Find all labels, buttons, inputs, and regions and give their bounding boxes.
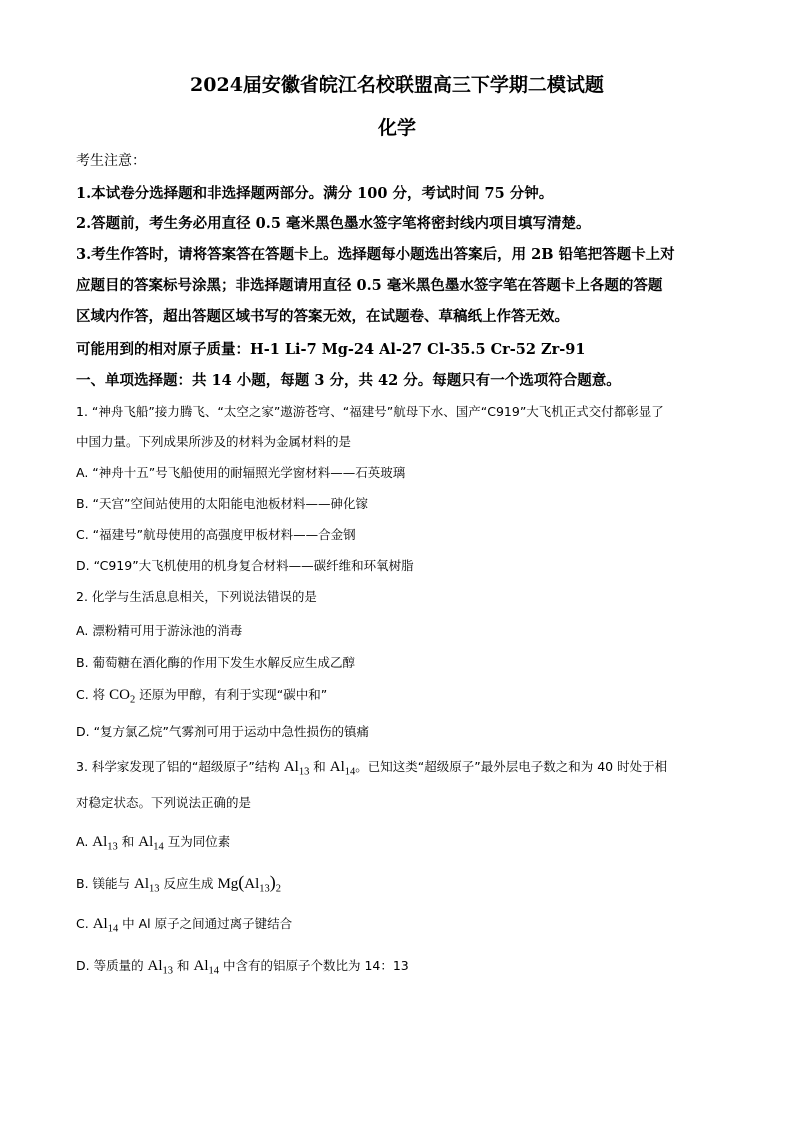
q1-option-a: A. “神舟十五”号飞船使用的耐辐照光学窗材料——石英玻璃 xyxy=(76,465,406,480)
notice-item-1: 1.本试卷分选择题和非选择题两部分。满分 100 分，考试时间 75 分钟。 xyxy=(76,185,554,202)
q3-option-c: C. $Al_{14}$ 中 Al 原子之间通过离子键结合 xyxy=(76,916,293,935)
q2-option-d: D. “复方氯乙烷”气雾剂可用于运动中急性损伤的镇痛 xyxy=(76,724,370,739)
q2-option-b: B. 葡萄糖在酒化酶的作用下发生水解反应生成乙醇 xyxy=(76,655,356,670)
q2-stem: 2. 化学与生活息息相关，下列说法错误的是 xyxy=(76,589,317,604)
atomic-masses: 可能用到的相对原子质量：H-1 Li-7 Mg-24 Al-27 Cl-35.5 Cr-52 Zr-91 xyxy=(76,341,586,358)
q3-stem-line2: 对稳定状态。下列说法正确的是 xyxy=(76,795,252,810)
q1-stem-line1: 1. “神舟飞船”接力腾飞、“太空之家”遨游苍穹、“福建号”航母下水、国产“C919”大飞机正式交付都彰显了 xyxy=(76,404,664,419)
notice-item-2: 2.答题前，考生务必用直径 0.5 毫米黑色墨水签字笔将密封线内项目填写清楚。 xyxy=(76,215,591,232)
q3-option-a: A. $Al_{13}$ 和 $Al_{14}$ 互为同位素 xyxy=(76,834,231,853)
notice-item-3-cont2: 区域内作答，超出答题区域书写的答案无效，在试题卷、草稿纸上作答无效。 xyxy=(76,308,569,325)
q1-option-c: C. “福建号”航母使用的高强度甲板材料——合金钢 xyxy=(76,527,356,542)
exam-title: 2024届安徽省皖江名校联盟高三下学期二模试题 xyxy=(190,74,604,96)
q3-option-d: D. 等质量的 $Al_{13}$ 和 $Al_{14}$ 中含有的铝原子个数比为 14：13 xyxy=(76,958,409,977)
notice-item-3: 3.考生作答时，请将答案答在答题卡上。选择题每小题选出答案后，用 2B 铅笔把答题卡上对 xyxy=(76,246,675,263)
q1-stem-line2: 中国力量。下列成果所涉及的材料为金属材料的是 xyxy=(76,434,352,449)
notice-heading: 考生注意： xyxy=(76,153,146,169)
q3-stem-line1: 3. 科学家发现了铝的“超级原子”结构 $Al_{13}$ 和 $Al_{14}$。已知这类“超级原子”最外层电子数之和为 40 时处于相 xyxy=(76,759,668,778)
q3-option-b: B. 镁能与 $Al_{13}$ 反应生成 $Mg(Al_{13})_2$ xyxy=(76,872,282,895)
subject-title: 化学 xyxy=(377,117,416,139)
q2-option-c: C. 将 $CO_2$ 还原为甲醇，有利于实现“碳中和” xyxy=(76,687,328,706)
section1-heading: 一、单项选择题：共 14 小题，每题 3 分，共 42 分。每题只有一个选项符合题意。 xyxy=(76,372,621,389)
q1-option-b: B. “天宫”空间站使用的太阳能电池板材料——砷化镓 xyxy=(76,496,368,511)
q2-option-a: A. 漂粉精可用于游泳池的消毒 xyxy=(76,623,243,638)
notice-item-3-cont: 应题目的答案标号涂黑；非选择题请用直径 0.5 毫米黑色墨水签字笔在答题卡上各题的答题 xyxy=(76,277,663,294)
q1-option-d: D. “C919”大飞机使用的机身复合材料——碳纤维和环氧树脂 xyxy=(76,558,414,573)
